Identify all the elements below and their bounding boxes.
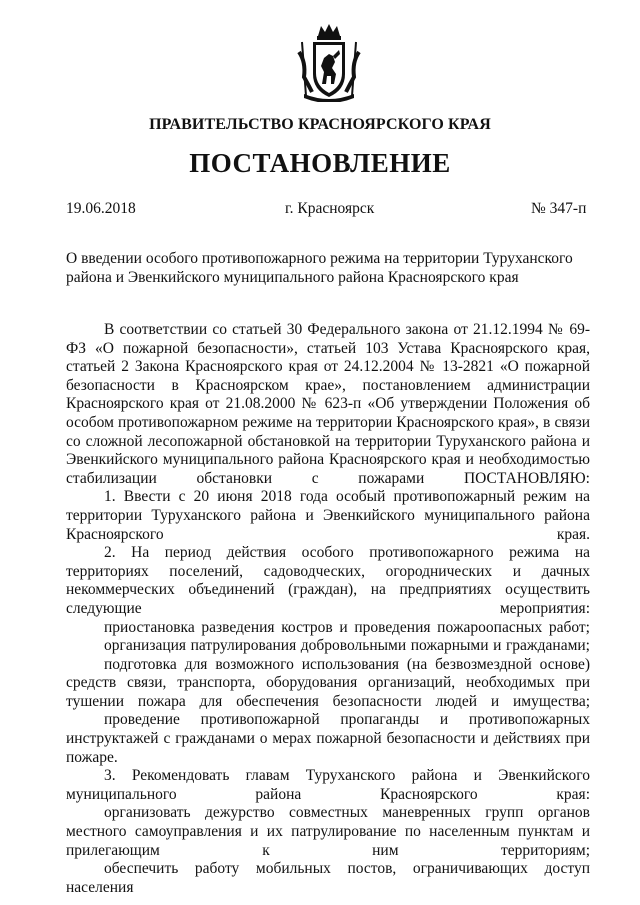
document-type: ПОСТАНОВЛЕНИЕ [189, 148, 451, 178]
clause-2: 2. На период действия особого противопожарного режима на территориях поселений, садоводческих, огороднических и дачных некоммерческих объединений (граждан), на предприятиях осуществить следующие мероприятия: [66, 544, 590, 617]
clause-2-item: подготовка для возможного использования (на безвозмездной основе) средств связи, транспорта, оборудования организаций, необходимых при тушении пожара для обеспечения безопасности людей и имущества; [66, 655, 590, 710]
document-city: г. Красноярск [285, 200, 375, 217]
clause-3: 3. Рекомендовать главам Туруханского района и Эвенкийского муниципального района Красноярского края: [66, 767, 590, 803]
document-number: № 347-п [531, 200, 587, 217]
clause-1: 1. Ввести с 20 июня 2018 года особый противопожарный режим на территории Туруханского района и Эвенкийского муниципального района Красноярского края. [66, 488, 590, 543]
clause-2-item: приостановка разведения костров и проведения пожароопасных работ; [104, 618, 590, 636]
clause-3-item: организовать дежурство совместных маневренных групп органов местного самоуправления и их патрулирование по населенным пунктам и прилегающим к ним территориям; [66, 804, 590, 859]
document-date: 19.06.2018 [66, 200, 136, 217]
preamble-paragraph: В соответствии со статьей 30 Федерального закона от 21.12.1994 № 69-ФЗ «О пожарной безопасности», статьей 103 Устава Красноярского края, статьей 2 Закона Красноярского края от 24.12.2004 № 13-2821 «О пожарной безопасности в Красноярском крае», постановлением администрации Красноярского края от 21.08.2000 № 623-п «Об утверждении Положения об особом противопожарном режиме на территории Красноярского края», в связи со сложной лесопожарной обстановкой на территории Туруханского района и Эвенкийского муниципального района Красноярского края и необходимостью стабилизации обстановки с пожарами ПОСТАНОВЛЯЮ: [66, 321, 590, 487]
clause-2-item: организация патрулирования добровольными пожарными и гражданами; [104, 637, 590, 655]
document-title: О введении особого противопожарного режима на территории Туруханского района и Эвенкийского муниципального района Красноярского края [66, 250, 573, 286]
document-body [66, 321, 590, 897]
clause-2-item: проведение противопожарной пропаганды и противопожарных инструктажей с гражданами о мерах пожарной безопасности и действиях при пожаре. [66, 711, 590, 766]
coat-of-arms-icon [296, 22, 362, 102]
clause-3-item: обеспечить работу мобильных постов, ограничивающих доступ населения [66, 860, 590, 896]
organization-name: ПРАВИТЕЛЬСТВО КРАСНОЯРСКОГО КРАЯ [149, 116, 491, 133]
